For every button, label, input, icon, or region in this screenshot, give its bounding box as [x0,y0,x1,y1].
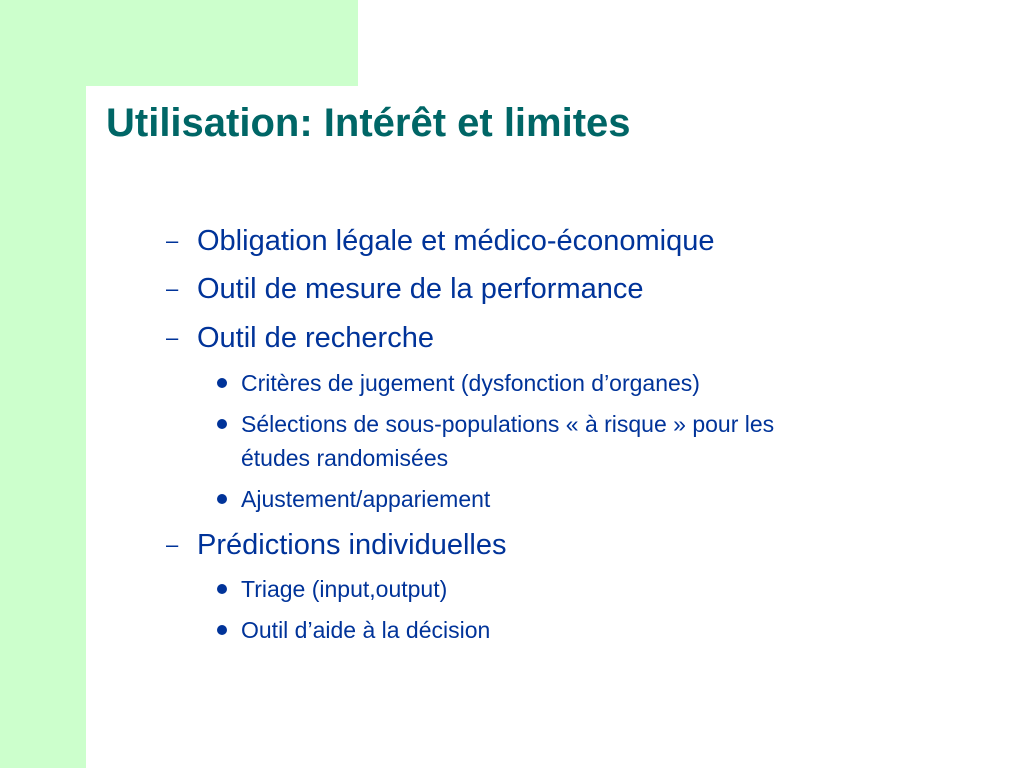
list-item-text: Outil de recherche [197,322,434,354]
dash-bullet: – [166,325,179,350]
list-item-text: Prédictions individuelles [197,529,507,561]
slide-title: Utilisation: Intérêt et limites [106,101,631,145]
list-item-text: Triage (input,output) [241,576,448,602]
dash-bullet: – [166,228,179,253]
list-item-text: Outil de mesure de la performance [197,273,644,305]
list-item-text: Critères de jugement (dysfonction d’organes) [241,370,700,396]
dash-bullet: – [166,276,179,301]
dot-bullet [217,584,227,594]
list-item-text: Obligation légale et médico-économique [197,225,715,257]
dot-bullet [217,494,227,504]
list-item-text-line2: études randomisées [241,445,449,471]
dash-bullet: – [166,532,179,557]
list-item-text-line1: Sélections de sous-populations « à risque » pour les [241,411,775,437]
dot-bullet [217,378,227,388]
dot-bullet [217,625,227,635]
list-item-text: Ajustement/appariement [241,486,491,512]
dot-bullet [217,419,227,429]
list-item-text: Outil d’aide à la décision [241,617,491,643]
